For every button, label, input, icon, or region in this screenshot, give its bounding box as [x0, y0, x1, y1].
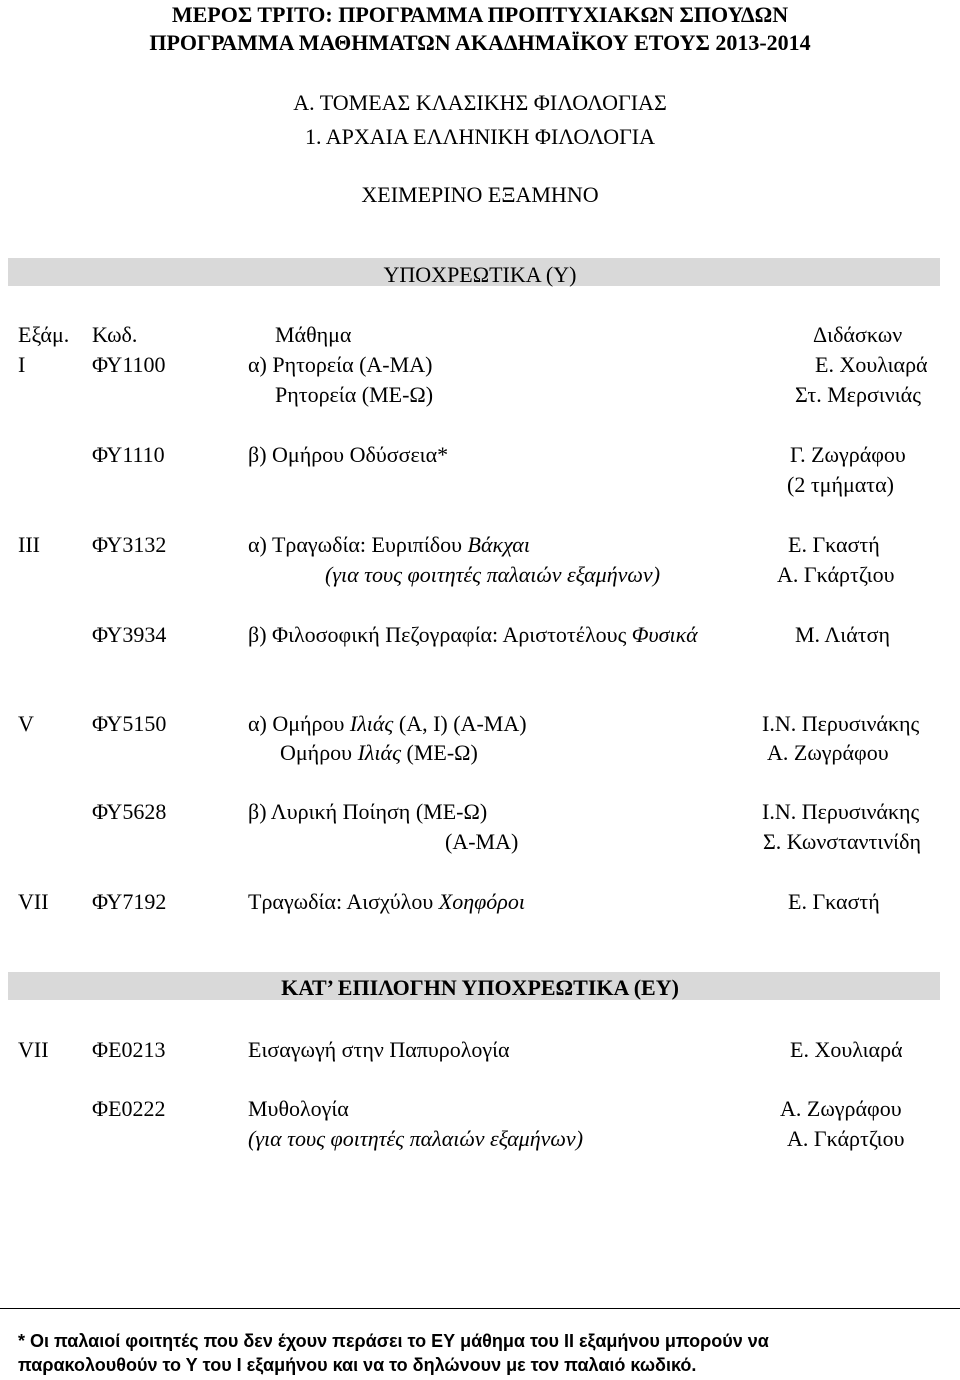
work-title: Χοηφόροι: [438, 889, 525, 914]
footnote-line2: παρακολουθούν το Υ του Ι εξαμήνου και να το δηλώνουν με τον παλαιό κωδικό.: [18, 1355, 697, 1375]
row-code: ΦΥ1110: [92, 442, 165, 467]
row-teacher: Ε. Γκαστή: [788, 532, 880, 557]
row-teacher: Α. Γκάρτζιου: [777, 562, 895, 587]
section-title-elective: ΚΑΤ’ ΕΠΙΛΟΓΗΝ ΥΠΟΧΡΕΩΤΙΚΑ (ΕΥ): [281, 975, 679, 1000]
row-teacher: Σ. Κωνσταντινίδη: [763, 829, 921, 854]
course-text: β) Φιλοσοφική Πεζογραφία: Αριστοτέλους: [248, 622, 632, 647]
footnote-divider: [0, 1308, 960, 1309]
row-course: (Α-ΜΑ): [445, 829, 519, 854]
course-text: Ομήρου: [280, 740, 358, 765]
row-semester: VII: [18, 889, 49, 914]
row-semester: VII: [18, 1037, 49, 1062]
row-teacher: Στ. Μερσινιάς: [795, 382, 921, 407]
row-course: Εισαγωγή στην Παπυρολογία: [248, 1037, 510, 1062]
semester-heading: ΧΕΙΜΕΡΙΝΟ ΕΞΑΜΗΝΟ: [361, 182, 599, 207]
row-course: Ρητορεία (ΜΕ-Ω): [275, 382, 434, 407]
row-course-note: (για τους φοιτητές παλαιών εξαμήνων): [248, 1126, 584, 1151]
row-code: ΦΥ3132: [92, 532, 167, 557]
row-code: ΦΥ7192: [92, 889, 167, 914]
row-teacher: Ι.Ν. Περυσινάκης: [762, 711, 920, 736]
row-teacher: Ε. Γκαστή: [788, 889, 880, 914]
course-text: Τραγωδία: Αισχύλου: [248, 889, 439, 914]
row-course: [248, 711, 527, 737]
work-title: Φυσικά: [631, 622, 698, 647]
work-title: Ιλιάς: [349, 711, 394, 736]
row-code: ΦΥ5628: [92, 799, 167, 824]
row-course: β) Λυρική Ποίηση (ΜΕ-Ω): [248, 799, 488, 824]
row-course: [280, 740, 478, 766]
row-semester: V: [18, 711, 34, 736]
row-course: α) Ρητορεία (Α-ΜΑ): [248, 352, 433, 377]
row-teacher: Α. Ζωγράφου: [780, 1096, 902, 1121]
work-title: Ιλιάς: [357, 740, 402, 765]
row-teacher: (2 τμήματα): [787, 472, 894, 497]
row-teacher: Ε. Χουλιαρά: [790, 1037, 903, 1062]
row-course: [248, 532, 530, 558]
course-text: (Α, Ι) (Α-ΜΑ): [393, 711, 527, 736]
row-code: ΦΥ1100: [92, 352, 166, 377]
subject-heading: 1. ΑΡΧΑΙΑ ΕΛΛΗΝΙΚΗ ΦΙΛΟΛΟΓΙΑ: [304, 124, 656, 149]
course-text: α) Τραγωδία: Ευριπίδου: [248, 532, 468, 557]
row-teacher: Ε. Χουλιαρά: [815, 352, 928, 377]
row-course-note: (για τους φοιτητές παλαιών εξαμήνων): [325, 562, 661, 587]
row-teacher: Α. Ζωγράφου: [767, 740, 889, 765]
row-code: ΦΕ0213: [92, 1037, 166, 1062]
footnote-line1: * Οι παλαιοί φοιτητές που δεν έχουν περάσει το ΕΥ μάθημα του ΙΙ εξαμήνου μπορούν να: [18, 1331, 769, 1351]
course-text: (ΜΕ-Ω): [401, 740, 478, 765]
row-course: β) Ομήρου Οδύσσεια*: [248, 442, 449, 467]
column-header-teacher: Διδάσκων: [813, 322, 903, 347]
sector-heading: Α. ΤΟΜΕΑΣ ΚΛΑΣΙΚΗΣ ΦΙΛΟΛΟΓΙΑΣ: [293, 90, 667, 115]
row-course: [248, 622, 698, 648]
row-code: ΦΕ0222: [92, 1096, 166, 1121]
column-header-semester: Εξάμ.: [18, 322, 70, 347]
header-title-line2: ΠΡΟΓΡΑΜΜΑ ΜΑΘΗΜΑΤΩΝ ΑΚΑΔΗΜΑΪΚΟΥ ΕΤΟΥΣ 2013-2014: [149, 30, 811, 55]
row-semester: ΙΙΙ: [18, 532, 40, 557]
column-header-course: Μάθημα: [275, 322, 352, 347]
row-teacher: Γ. Ζωγράφου: [790, 442, 906, 467]
row-teacher: Ι.Ν. Περυσινάκης: [762, 799, 920, 824]
row-course: Μυθολογία: [248, 1096, 349, 1121]
row-code: ΦΥ3934: [92, 622, 167, 647]
header-title-line1: ΜΕΡΟΣ ΤΡΙΤΟ: ΠΡΟΓΡΑΜΜΑ ΠΡΟΠΤΥΧΙΑΚΩΝ ΣΠΟΥΔΩΝ: [171, 2, 789, 27]
course-text: α) Ομήρου: [248, 711, 350, 736]
row-course: [248, 889, 525, 915]
row-teacher: Μ. Λιάτση: [795, 622, 890, 647]
section-title-mandatory: ΥΠΟΧΡΕΩΤΙΚΑ (Υ): [383, 262, 577, 287]
work-title: Βάκχαι: [467, 532, 530, 557]
row-code: ΦΥ5150: [92, 711, 167, 736]
row-teacher: Α. Γκάρτζιου: [787, 1126, 905, 1151]
column-header-code: Κωδ.: [92, 322, 138, 347]
row-semester: Ι: [18, 352, 26, 377]
